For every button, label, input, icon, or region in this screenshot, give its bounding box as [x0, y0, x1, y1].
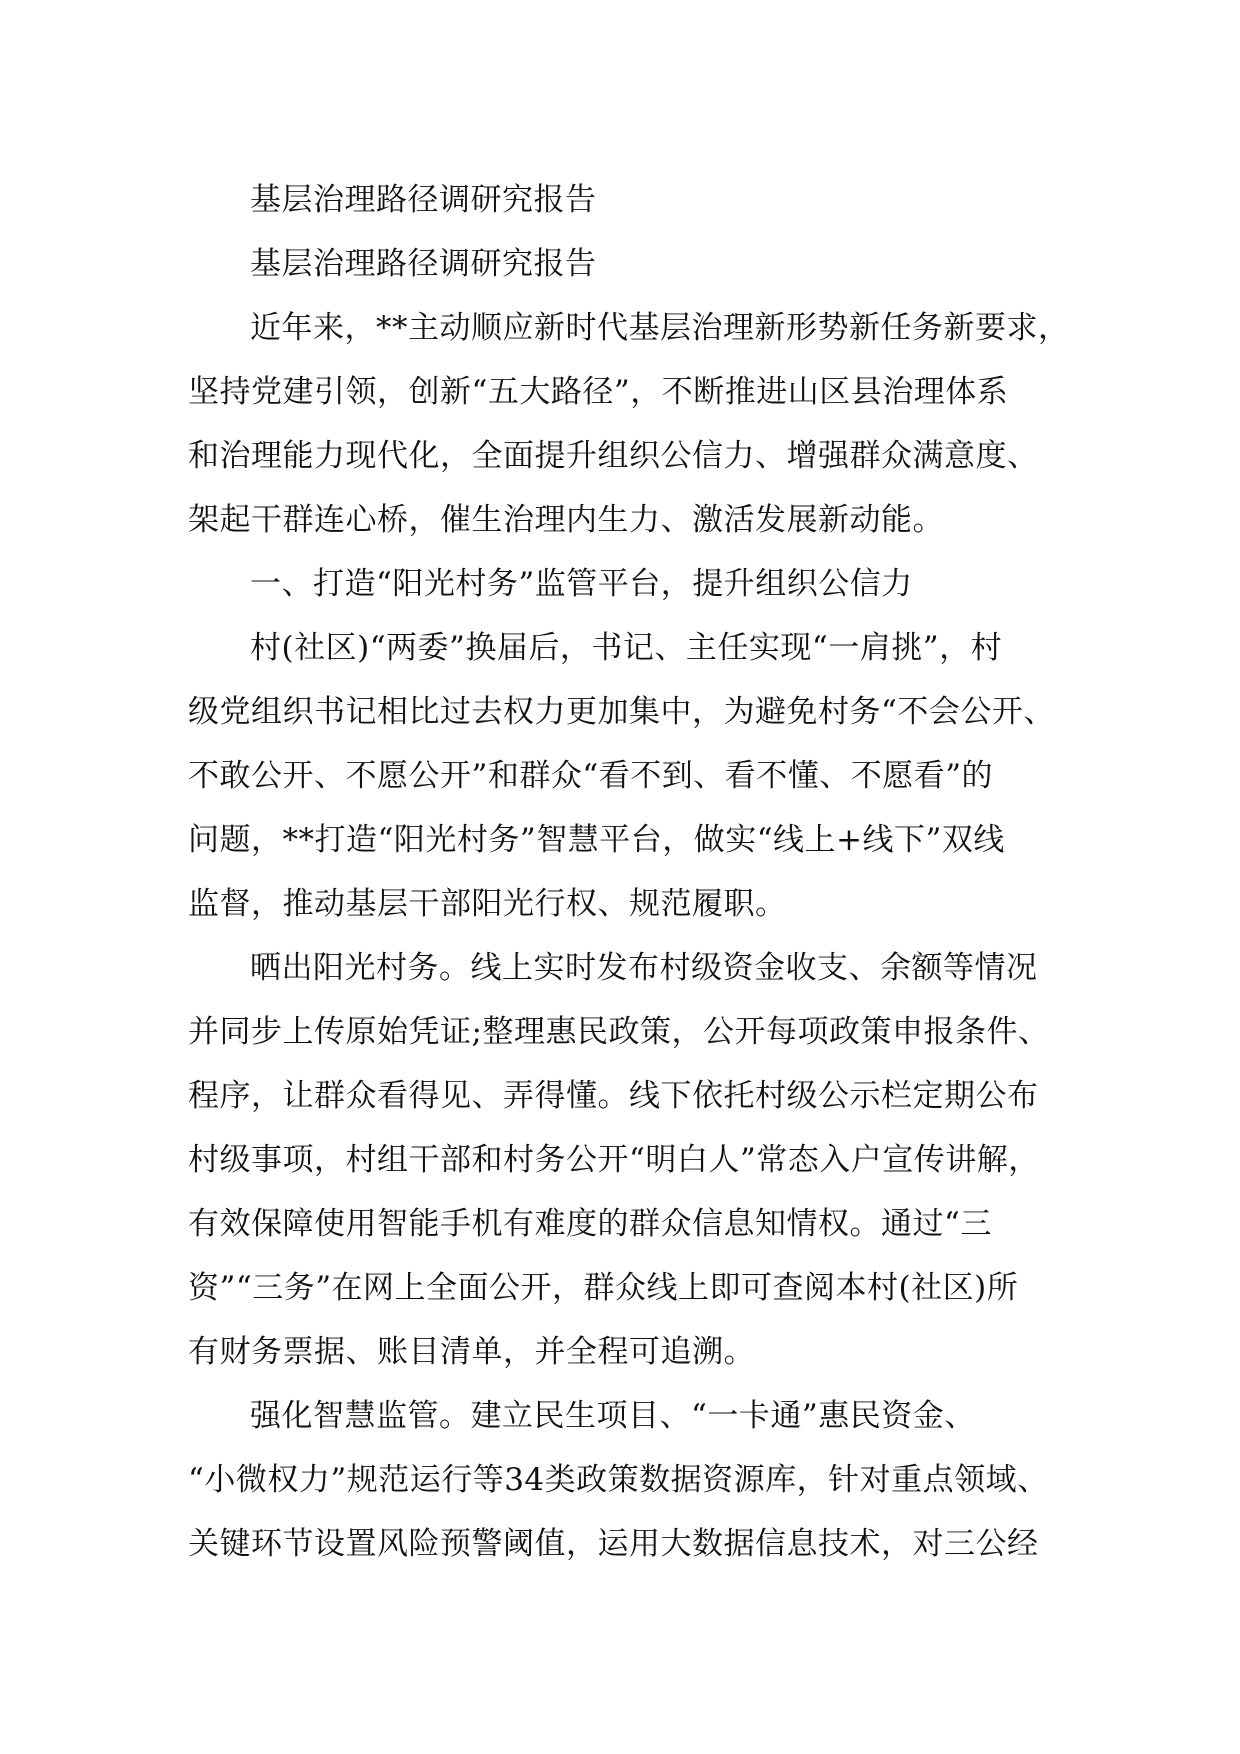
- text-line: 晒出阳光村务。线上实时发布村级资金收支、余额等情况: [250, 950, 1038, 986]
- text-line: 村(社区)“两委”换届后，书记、主任实现“一肩挑”，村: [250, 630, 1003, 666]
- text-line: 关键环节设置风险预警阈值，运用大数据信息技术，对三公经: [188, 1526, 1039, 1562]
- paragraph-smart-supervision: [188, 1384, 1088, 1576]
- text-line: 坚持党建引领，创新“五大路径”，不断推进山区县治理体系: [188, 374, 1009, 410]
- text-line: 有效保障使用智能手机有难度的群众信息知情权。通过“三: [188, 1206, 992, 1242]
- text-line: 强化智慧监管。建立民生项目、“一卡通”惠民资金、: [250, 1398, 976, 1434]
- text-line: 有财务票据、账目清单，并全程可追溯。: [188, 1334, 755, 1370]
- paragraph-background: [188, 616, 1088, 936]
- text-line: 监督，推动基层干部阳光行权、规范履职。: [188, 886, 787, 922]
- text-line: 问题，**打造“阳光村务”智慧平台，做实“线上+线下”双线: [188, 822, 1005, 858]
- paragraph-sunshine-affairs: [188, 936, 1088, 1384]
- paragraph-intro: [188, 296, 1088, 552]
- text-line: 并同步上传原始凭证;整理惠民政策，公开每项政策申报条件、: [188, 1014, 1050, 1050]
- text-line: 架起干群连心桥，催生治理内生力、激活发展新动能。: [188, 502, 944, 538]
- text-line: 级党组织书记相比过去权力更加集中，为避免村务“不会公开、: [188, 694, 1055, 730]
- text-line: 程序，让群众看得见、弄得懂。线下依托村级公示栏定期公布: [188, 1078, 1039, 1114]
- section-heading-1: [188, 552, 1088, 616]
- text-line: 和治理能力现代化，全面提升组织公信力、增强群众满意度、: [188, 438, 1039, 474]
- text-line: 村级事项，村组干部和村务公开“明白人”常态入户宣传讲解，: [188, 1142, 1040, 1178]
- document-title: 基层治理路径调研究报告: [250, 182, 597, 218]
- text-line: 资”“三务”在网上全面公开，群众线上即可查阅本村(社区)所: [188, 1270, 1019, 1306]
- document-subtitle: 基层治理路径调研究报告: [250, 246, 597, 282]
- text-line: “小微权力”规范运行等34类政策数据资源库，针对重点领域、: [188, 1462, 1049, 1498]
- text-line: 不敢公开、不愿公开”和群众“看不到、看不懂、不愿看”的: [188, 758, 994, 794]
- text-line: 近年来，**主动顺应新时代基层治理新形势新任务新要求，: [250, 310, 1070, 346]
- section-heading: 一、打造“阳光村务”监管平台，提升组织公信力: [250, 566, 913, 602]
- document-page: [188, 168, 1088, 1576]
